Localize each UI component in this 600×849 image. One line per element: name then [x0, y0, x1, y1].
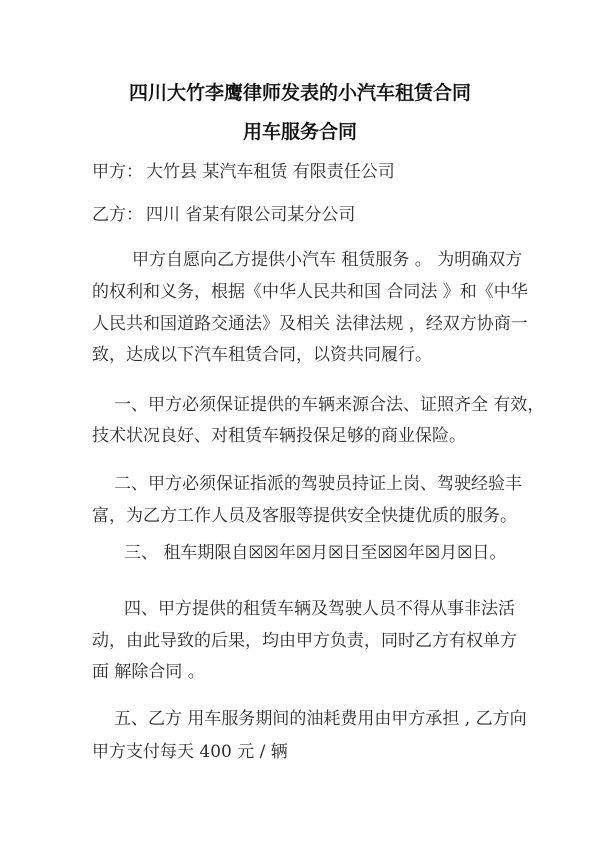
preamble-line: 致，达成以下汽车租赁合同，以资共同履行。 — [92, 345, 432, 365]
document-subtitle: 用车服务合同 — [242, 121, 357, 143]
preamble-line: 甲方自愿向乙方提供小汽车 租赁服务 。 为明确双方 — [132, 250, 523, 270]
preamble-line: 的权利和义务，根据《中华人民共和国 合同法 》和《中华 — [92, 282, 528, 302]
clause-4-line: 四、甲方提供的租赁车辆及驾驶人员不得从事非法活 — [124, 599, 515, 619]
party-b-value: 四川 省某有限公司某分公司 — [146, 205, 356, 225]
party-b-label: 乙方： — [92, 205, 143, 225]
clause-2-line: 富，为乙方工作人员及客服等提供安全快捷优质的服务。 — [92, 506, 517, 526]
clause-5-line: 甲方支付每天 400 元 / 辆 — [92, 742, 288, 762]
clause-1-line: 技术状况良好、对租赁车辆投保足够的商业保险。 — [92, 426, 466, 446]
document-title: 四川大竹李鹰律师发表的小汽车租赁合同 — [128, 82, 471, 104]
party-a-value: 大竹县 某汽车租赁 有限责任公司 — [146, 162, 395, 182]
clause-5-line: 五、乙方 用车服务期间的油耗费用由甲方承担 , 乙方向 — [114, 709, 527, 729]
party-a-label: 甲方： — [92, 162, 143, 182]
clause-2-line: 二、甲方必须保证指派的驾驶员持证上岗、驾驶经验丰 — [114, 474, 522, 494]
clause-3-line: 三、 租车期限自☒☒年☒月☒日至☒☒年☒月☒日。 — [124, 543, 507, 563]
clause-4-line: 面 解除合同 。 — [92, 662, 205, 682]
clause-1-line: 一、甲方必须保证提供的车辆来源合法、证照齐全 有效， — [114, 395, 545, 415]
preamble-line: 人民共和国道路交通法》及相关 法律法规 ，经双方协商一 — [92, 314, 528, 334]
clause-4-line: 动，由此导致的后果，均由甲方负责，同时乙方有权单方 — [92, 631, 517, 651]
